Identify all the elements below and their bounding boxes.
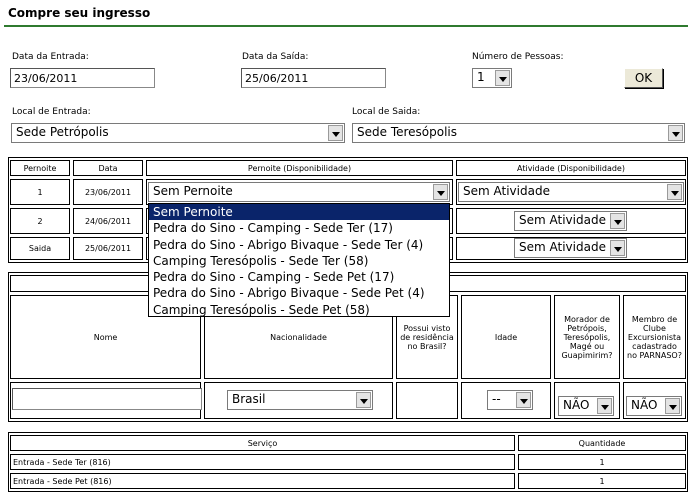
title-divider [4, 25, 688, 27]
chevron-down-icon [610, 240, 625, 256]
chevron-down-icon [516, 392, 531, 408]
service-row-1: Entrada - Sede Ter (816) [10, 454, 515, 470]
chevron-down-icon [665, 398, 680, 414]
ok-button[interactable]: OK [624, 68, 663, 88]
entry-place-select[interactable] [11, 123, 345, 143]
header-stay: Pernoite (Disponibilidade) [146, 160, 453, 176]
row2-date: 24/06/2011 [73, 208, 143, 234]
header-visa: Possui visto de residência no Brasil? [396, 295, 458, 379]
row1-stay-select[interactable] [148, 182, 450, 202]
entry-date-label: Data da Entrada: [12, 52, 89, 62]
age-select[interactable] [487, 390, 533, 410]
member-value: NÃO [631, 398, 658, 412]
dropdown-option[interactable]: Pedra do Sino - Camping - Sede Pet (17) [153, 270, 395, 285]
row3-date: 25/06/2011 [73, 237, 143, 260]
entry-date-input[interactable] [10, 68, 155, 88]
dropdown-option[interactable]: Sem Pernoite [149, 204, 449, 220]
exit-place-select[interactable] [352, 123, 685, 143]
chevron-down-icon [610, 213, 625, 229]
dropdown-option[interactable]: Camping Teresópolis - Sede Ter (58) [153, 253, 369, 268]
row1-night: 1 [10, 179, 70, 205]
row1-activity-value: Sem Atividade [463, 184, 550, 198]
chevron-down-icon [597, 398, 612, 414]
dropdown-option[interactable]: Pedra do Sino - Abrigo Bivaque - Sede Ter (4) [153, 237, 424, 252]
header-resident: Morador de Petrópois, Teresópolis, Magé ou Guapimirim? [554, 295, 620, 379]
entry-place-label: Local de Entrada: [12, 107, 91, 117]
people-select[interactable] [472, 68, 512, 88]
member-select[interactable] [626, 396, 682, 416]
row1-stay-value: Sem Pernoite [153, 184, 233, 198]
dropdown-option[interactable]: Camping Teresópolis - Sede Pet (58) [153, 302, 370, 317]
row2-activity-select[interactable] [514, 211, 627, 231]
exit-date-input[interactable] [241, 68, 386, 88]
visa-cell [396, 382, 458, 419]
row2-activity-value: Sem Atividade [519, 213, 606, 227]
exit-place-value: Sede Teresópolis [357, 125, 458, 139]
chevron-down-icon [328, 125, 343, 141]
chevron-down-icon [433, 184, 448, 200]
header-date: Data [73, 160, 143, 176]
header-age: Idade [461, 295, 551, 379]
row3-activity-select[interactable] [514, 238, 627, 258]
row3-night: Saida [10, 237, 70, 260]
chevron-down-icon [356, 392, 371, 408]
header-night: Pernoite [10, 160, 70, 176]
row2-night: 2 [10, 208, 70, 234]
header-qty: Quantidade [518, 435, 686, 451]
header-name: Nome [10, 295, 201, 379]
header-member: Membro de Clube Excursionista cadastrado no PARNASO? [623, 295, 686, 379]
row1-activity-select[interactable] [458, 182, 684, 202]
name-input[interactable] [12, 388, 202, 410]
row3-activity-value: Sem Atividade [519, 240, 606, 254]
resident-value: NÃO [563, 398, 590, 412]
people-value: 1 [477, 70, 485, 84]
header-service: Serviço [10, 435, 515, 451]
nationality-select[interactable] [227, 390, 373, 410]
service-row-1-qty: 1 [518, 454, 686, 470]
dropdown-option[interactable]: Pedra do Sino - Abrigo Bivaque - Sede Pet (4) [153, 286, 425, 301]
people-label: Número de Pessoas: [472, 52, 564, 62]
chevron-down-icon [668, 125, 683, 141]
exit-date-label: Data da Saída: [242, 52, 309, 62]
header-nationality: Nacionalidade [204, 295, 393, 379]
service-row-2-qty: 1 [518, 473, 686, 489]
page-title: Compre seu ingresso [8, 6, 151, 20]
entry-place-value: Sede Petrópolis [16, 125, 109, 139]
resident-select[interactable] [558, 396, 614, 416]
age-value: -- [492, 392, 501, 406]
header-activity: Atividade (Disponibilidade) [456, 160, 686, 176]
exit-place-label: Local de Saida: [352, 107, 421, 117]
row1-date: 23/06/2011 [73, 179, 143, 205]
chevron-down-icon [495, 70, 510, 86]
chevron-down-icon [667, 184, 682, 200]
service-row-2: Entrada - Sede Pet (816) [10, 473, 515, 489]
stay-dropdown-list[interactable] [148, 203, 450, 317]
nationality-value: Brasil [232, 392, 266, 406]
dropdown-option[interactable]: Pedra do Sino - Camping - Sede Ter (17) [153, 221, 393, 236]
